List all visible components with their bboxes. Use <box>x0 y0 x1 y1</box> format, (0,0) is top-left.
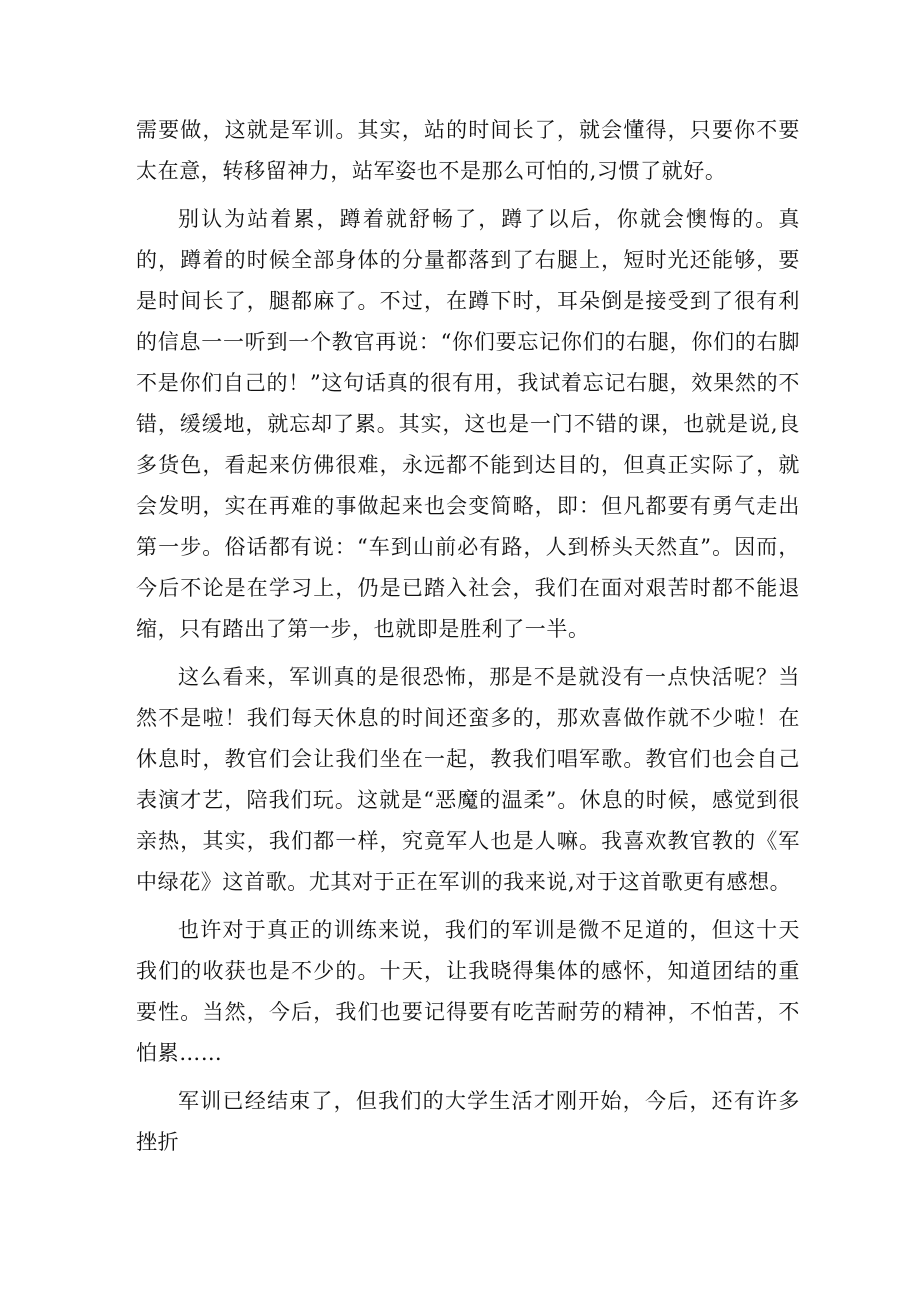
paragraph-1: 需要做，这就是军训。其实，站的时间长了，就会懂得，只要你不要太在意，转移留神力，站军姿也不是那么可怕的,习惯了就好。 <box>136 118 800 183</box>
paragraph-4: 也许对于真正的训练来说，我们的军训是微不足道的，但这十天我们的收获也是不少的。十天，让我晓得集体的感怀，知道团结的重要性。当然，今后，我们也要记得要有吃苦耐劳的精神，不怕苦，不怕累…… <box>136 918 800 1065</box>
document-body <box>136 110 800 1163</box>
paragraph-3: 这么看来，军训真的是很恐怖，那是不是就没有一点快活呢？当然不是啦！我们每天休息的时间还蛮多的，那欢喜做作就不少啦！在休息时，教官们会让我们坐在一起，教我们唱军歌。教官们也会自己表演才艺，陪我们玩。这就是“恶魔的温柔”。休息的时候，感觉到很亲热，其实，我们都一样，究竟军人也是人嘛。我喜欢教官教的《军中绿花》这首歌。尤其对于正在军训的我来说,对于这首歌更有感想。 <box>136 665 800 894</box>
paragraph-2: 别认为站着累，蹲着就舒畅了，蹲了以后，你就会懊悔的。真的，蹲着的时候全部身体的分量都落到了右腿上，短时光还能够，要是时间长了，腿都麻了。不过，在蹲下时，耳朵倒是接受到了很有利的信息一一听到一个教官再说：“你们要忘记你们的右腿，你们的右脚不是你们自己的！”这句话真的很有用，我试着忘记右腿，效果然的不错，缓缓地，就忘却了累。其实，这也是一门不错的课，也就是说,良多货色，看起来仿佛很难，永远都不能到达目的，但真正实际了，就会发明，实在再难的事做起来也会变简略，即：但凡都要有勇气走出第一步。俗话都有说：“车到山前必有路，人到桥头天然直”。因而，今后不论是在学习上，仍是已踏入社会，我们在面对艰苦时都不能退缩，只有踏出了第一步，也就即是胜利了一半。 <box>136 207 800 641</box>
paragraph-5: 军训已经结束了，但我们的大学生活才刚开始，今后，还有许多挫折 <box>136 1089 800 1154</box>
